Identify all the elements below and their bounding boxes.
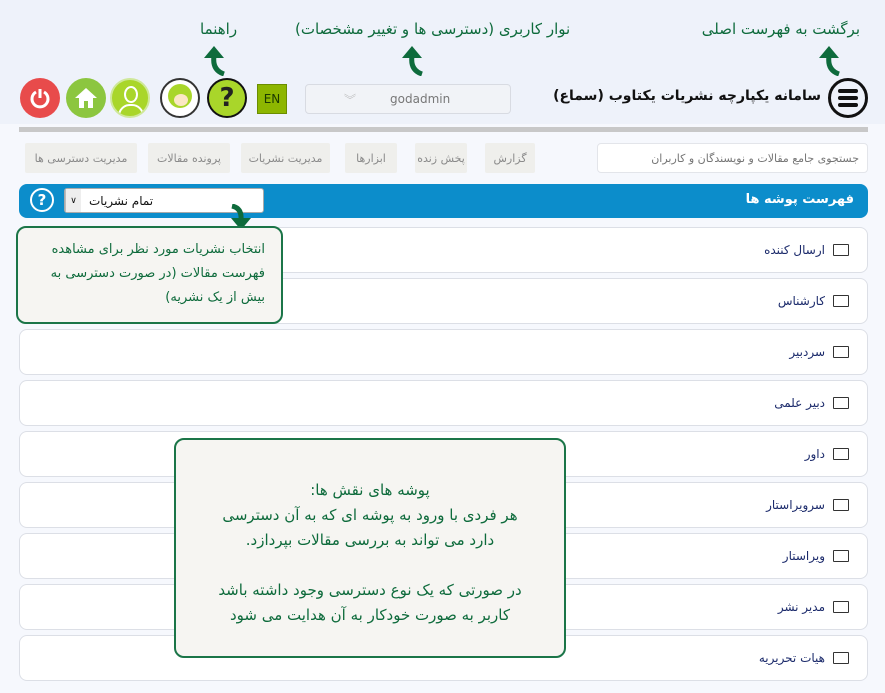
folder-label: ویراستار: [782, 549, 825, 563]
menu-button[interactable]: [828, 78, 868, 118]
tooltip-line: فهرست مقالات (در صورت دسترسی به: [50, 266, 265, 281]
home-icon[interactable]: [66, 78, 106, 118]
support-headset-icon[interactable]: [160, 78, 200, 118]
folder-label: ارسال کننده: [764, 243, 825, 257]
folder-icon: [833, 244, 849, 256]
nav-article-files[interactable]: پرونده مقالات: [148, 143, 230, 173]
nav-access-management[interactable]: مدیریت دسترسی ها: [25, 143, 137, 173]
nav-tools[interactable]: ابزارها: [345, 143, 397, 173]
chevron-down-icon: ∨: [65, 189, 81, 212]
tooltip-line: دارد می تواند به بررسی مقالات بپردازد.: [245, 531, 495, 549]
journal-select-value: تمام نشریات: [89, 193, 154, 208]
tooltip-line: هر فردی با ورود به پوشه ای که به آن دسترسی: [222, 506, 518, 524]
help-icon[interactable]: ?: [30, 188, 54, 212]
folder-label: سردبیر: [789, 345, 825, 359]
folder-label: دبیر علمی: [774, 396, 825, 410]
power-icon[interactable]: [20, 78, 60, 118]
user-dropdown[interactable]: [305, 84, 511, 114]
folder-icon: [833, 499, 849, 511]
tooltip-line: انتخاب نشریات مورد نظر برای مشاهده: [51, 242, 265, 257]
tooltip-line: در صورتی که یک نوع دسترسی وجود داشته باشد: [218, 581, 522, 599]
tooltip-line: پوشه های نقش ها:: [310, 481, 430, 499]
nav-live[interactable]: پخش زنده: [415, 143, 467, 173]
folder-row[interactable]: [19, 380, 868, 426]
folder-label: سرویراستار: [766, 498, 825, 512]
username: godadmin: [390, 92, 451, 106]
tooltip-spacer: [176, 553, 564, 578]
folder-icon: [833, 601, 849, 613]
panel-header: [19, 184, 868, 218]
up-arrow-icon: [200, 44, 230, 76]
nav-report[interactable]: گزارش: [485, 143, 535, 173]
chevron-down-icon: ︾: [344, 92, 357, 107]
global-search-input[interactable]: [597, 143, 868, 173]
folder-icon: [833, 550, 849, 562]
folder-row[interactable]: [19, 329, 868, 375]
panel-title: فهرست پوشه ها: [745, 192, 854, 207]
folder-label: هیات تحریریه: [758, 651, 825, 665]
help-icon[interactable]: ?: [207, 78, 247, 118]
folder-icon: [833, 397, 849, 409]
folder-icon: [833, 346, 849, 358]
folders-tooltip: [174, 438, 566, 658]
tooltip-line: کاربر به صورت خودکار به آن هدایت می شود: [229, 606, 511, 624]
folder-icon: [833, 295, 849, 307]
folder-label: داور: [804, 447, 825, 461]
language-button[interactable]: EN: [257, 84, 287, 114]
annotation-help: راهنما: [200, 20, 238, 38]
folder-label: کارشناس: [777, 294, 825, 308]
folder-icon: [833, 448, 849, 460]
app-title: سامانه یکپارچه نشریات یکتاوب (سماع): [553, 88, 821, 104]
up-arrow-icon: [398, 44, 428, 76]
up-arrow-icon: [815, 44, 845, 76]
tooltip-line: بیش از یک نشریه): [165, 290, 265, 305]
divider: [19, 127, 868, 132]
annotation-back-to-menu: برگشت به فهرست اصلی: [701, 20, 860, 38]
journal-select-tooltip: [16, 226, 283, 324]
folder-label: مدیر نشر: [777, 600, 825, 614]
user-profile-icon[interactable]: [110, 78, 150, 118]
folder-icon: [833, 652, 849, 664]
annotation-user-bar: نوار کاربری (دسترسی ها و تغییر مشخصات): [295, 20, 571, 38]
nav-journal-management[interactable]: مدیریت نشریات: [241, 143, 330, 173]
